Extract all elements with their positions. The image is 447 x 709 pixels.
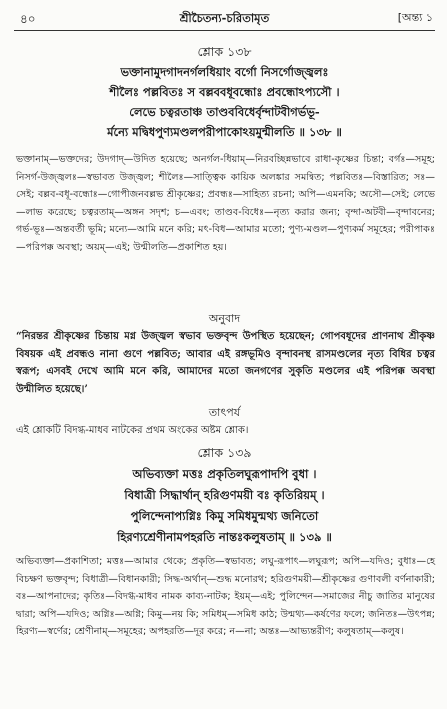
translation-heading: অনুবাদ — [208, 312, 241, 325]
chapter-reference: [অন্ত্য ১ — [397, 11, 433, 24]
sloka-139-line-4: হিরণ্যশ্রেণীনামপহরতি নান্তঃকলুষতাম্ ॥ ১৩৯ ॥ — [117, 530, 332, 544]
purport-heading: তাৎপর্য — [208, 406, 241, 419]
sloka-139-heading: শ্লোক ১৩৯ — [197, 445, 252, 460]
sloka-138-heading: শ্লোক ১৩৮ — [197, 44, 252, 59]
sloka-138-word-meanings: ভক্তানাম্—ভক্তদের; উদগাদ্—উদিত হয়েছে; অনর্গল-ধিয়াম্—নিরবচ্ছিন্নভাবে রাধা-কৃষ্ণের চিন্তা; বর্গঃ—সমূহ; নিসর্গ-উজ্জ্বলঃ—স্বভাবত উজ্জ্বল; শীলৈঃ—সাত্ত্বিক কায়িক অলঙ্কার সমন্বিত; পল্লবিতঃ—বিস্তারিত; সঃ—সেই; বল্লব-বধূ-বন্ধোঃ—গোপীজনবল্লভ শ্রীকৃষ্ণের; প্রবন্ধঃ—সাহিত্য রচনা; অপি—এমনকি; অসৌ—সেই; লেভে—লাভ করেছে; চত্বরতাম্—অঙ্গন সদৃশ; চ—এবং; তাণ্ডব-বিধেঃ—নৃত্য করার জন্য; বৃন্দা-অটবী—বৃন্দাবনের; গর্ভ-ভূঃ—অন্তবর্তী ভূমি; মন্যে—আমি মনে করি; মৎ-বিধ—আমার মতো; পুণ্য-মণ্ডল—পুণ্যকর্ম সমূহের; পরীপাকঃ—পরিপক্ক অবস্থা; অয়ম্—এই; উন্মীলতি—প্রকাশিত হয়। — [16, 154, 435, 253]
sloka-138-purport: এই শ্লোকটি বিদগ্ধ-মাধব নাটকের প্রথম অংকের অষ্টম শ্লোক। — [16, 425, 249, 436]
sloka-139-line-2: বিধাত্রী সিদ্ধার্থান্ হরিগুণময়ী বঃ কৃতিরিয়ম্ । — [124, 488, 325, 502]
sloka-138-line-2: শীলৈঃ পল্লবিতঃ স বল্লববধূবন্ধোঃ প্রবন্ধোঽপ্যসৌ । — [109, 85, 340, 99]
book-title: শ্রীচৈতন্য-চরিতামৃত — [179, 11, 270, 25]
sloka-138-line-4: র্মন্যে মদ্বিধপুণ্যমণ্ডলপরীপাকোঽয়মুন্মীলতি ॥ ১৩৮ ॥ — [107, 125, 342, 139]
sloka-139-line-3: পুলিন্দেনাপ্যগ্নিঃ কিমু সমিধমুন্মথ্য জনিতো — [130, 509, 319, 523]
page-number: ৪০ — [20, 12, 36, 26]
sloka-139-line-1: অভিব্যক্তা মত্তঃ প্রকৃতিলঘুরূপাদপি বুধা । — [132, 467, 317, 481]
sloka-138-translation: “নিরন্তর শ্রীকৃষ্ণের চিন্তায় মগ্ন উজ্জ্বল স্বভাব ভক্তবৃন্দ উপস্থিত হয়েছেন; গোপবধূদের প্রাণনাথ শ্রীকৃষ্ণ বিষয়ক এই প্রবন্ধও নানা গুণে পল্লবিত; আবার এই রঙ্গভূমিও বৃন্দাবনস্থ রাসমণ্ডলের নৃত্য বিধির চত্বর স্বরূপ; এসবই দেখে আমি মনে করি, আমাদের মতো জনগণের সুকৃতি মণ্ডলের এই পরিপক্ক অবস্থা উন্মীলিত হয়েছে।’ — [16, 331, 435, 395]
sloka-138-line-1: ভক্তানামুদগাদনর্গলধিয়াং বর্গো নিসর্গোজ্জ্বলঃ — [120, 65, 329, 79]
sloka-139-word-meanings: অভিব্যক্তা—প্রকাশিতা; মত্তঃ—আমার থেকে; প্রকৃতি—স্বভাবত; লঘু-রূপাৎ—লঘুরূপ; অপি—যদিও; বুধাঃ—হে বিচক্ষণ ভক্তবৃন্দ; বিধাত্রী—বিধানকারী; সিদ্ধ-অর্থান্—শুদ্ধ মনোরথ; হরিগুণময়ী—শ্রীকৃষ্ণের গুণাবলী বর্ণনাকারী; বঃ—আপনাদের; কৃতিঃ—বিদগ্ধ-মাধব নামক কাব্য-নাটক; ইয়ম্—এই; পুলিন্দেন—সমাজের নীচু জাতির মানুষের দ্বারা; অপি—যদিও; অগ্নিঃ—অগ্নি; কিমু—নয় কি; সমিধম্—সমিধ কাঠ; উন্মথ্য—কর্ষণের ফলে; জনিতঃ—উৎপন্ন; হিরণ্য—স্বর্ণের; শ্রেণীনাম্—সমূহের; অপহরতি—দূর করে; ন—না; অন্তঃ—আভ্যন্তরীণ; কলুষতাম্—কলুষ। — [16, 556, 435, 638]
page-header — [14, 8, 435, 31]
sloka-138-line-3: লেভে চত্বরতাঞ্চ তাণ্ডববিধের্বৃন্দাটবীগর্ভভূ- — [129, 105, 320, 119]
